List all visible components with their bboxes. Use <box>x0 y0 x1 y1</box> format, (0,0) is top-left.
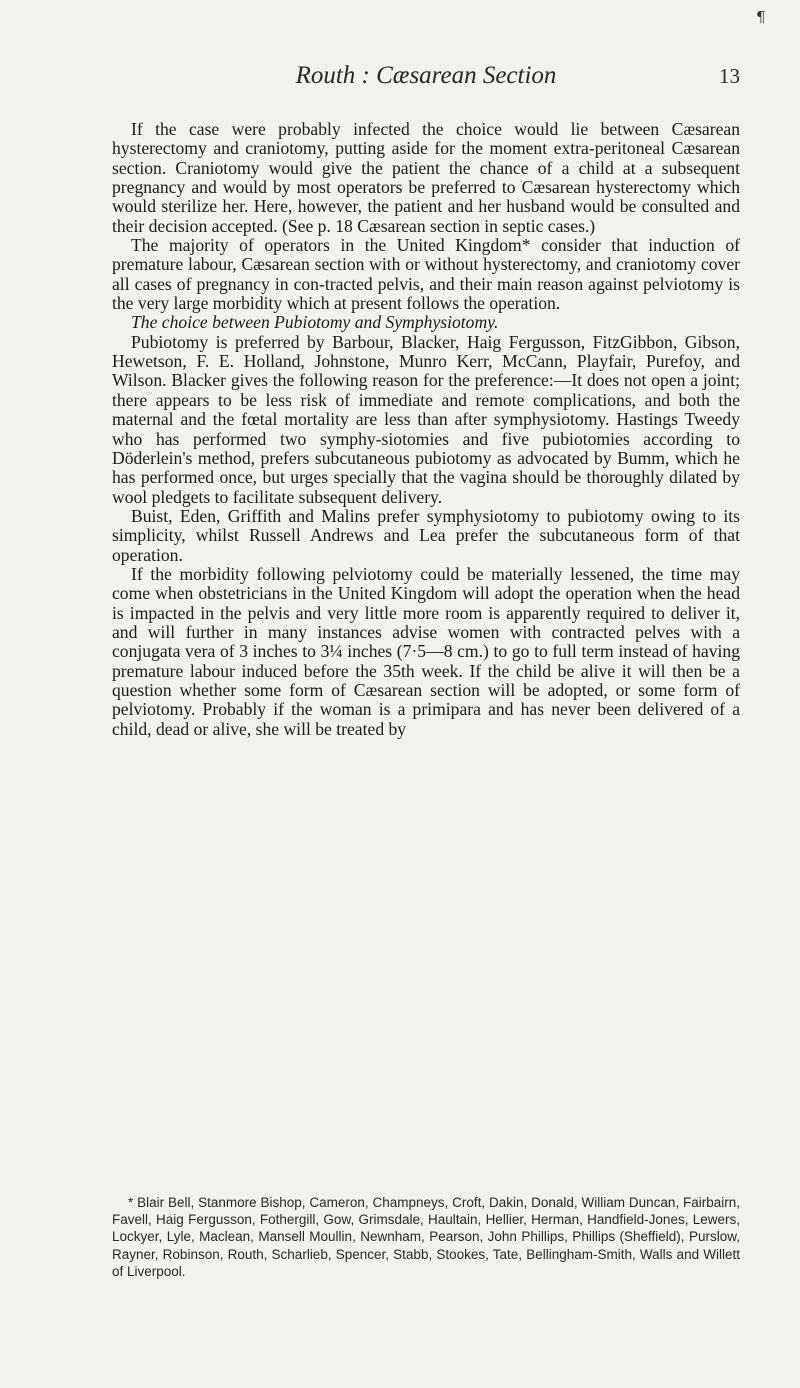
paragraph-uk-operators: The majority of operators in the United Kingdom* consider that induction of premature labour, Cæsarean section with or without hysterectomy, and craniotomy cover all cases of pregnancy in con-tracted pelvis, and their main reason against pelviotomy is the very large morbidity which at present follows the operation. <box>112 235 740 314</box>
body-text <box>112 120 740 739</box>
section-heading: The choice between Pubiotomy and Symphysiotomy. <box>131 312 499 333</box>
corner-mark: ¶ <box>756 8 766 26</box>
page-header <box>112 62 740 94</box>
paragraph-infected-case: If the case were probably infected the choice would lie between Cæsarean hysterectomy and craniotomy, putting aside for the moment extra-peritoneal Cæsarean section. Craniotomy would give the patient the chance of a child at a subsequent pregnancy and would by most operators be preferred to Cæsarean hysterectomy which would sterilize her. Here, however, the patient and her husband would be consulted and their decision accepted. (See p. 18 Cæsarean section in septic cases.) <box>112 119 740 236</box>
running-head: Routh : Cæsarean Section <box>295 62 557 89</box>
footnote <box>112 1194 740 1280</box>
page-number: 13 <box>719 64 740 88</box>
footnote-text: * Blair Bell, Stanmore Bishop, Cameron, Champneys, Croft, Dakin, Donald, William Duncan, Fairbairn, Favell, Haig Fergusson, Fothergill, Gow, Grimsdale, Haultain, Hellier, Herman, Handfield-Jones, Lewers, Lockyer, Lyle, Maclean, Mansell Moullin, Newnham, Pearson, John Phillips, Phillips (Sheffield), Purslow, Rayner, Robinson, Routh, Scharlieb, Spencer, Stabb, Stookes, Tate, Bellingham-Smith, Walls and Willett of Liverpool. <box>112 1195 740 1279</box>
paragraph-morbidity: If the morbidity following pelviotomy could be materially lessened, the time may come when obstetricians in the United Kingdom will adopt the operation when the head is impacted in the pelvis and very little more room is apparently required to deliver it, and will further in many instances advise women with contracted pelves with a conjugata vera of 3 inches to 3¼ inches (7·5—8 cm.) to go to full term instead of having premature labour induced before the 35th week. If the child be alive it will then be a question whether some form of Cæsarean section will be adopted, or some form of pelviotomy. Probably if the woman is a primipara and has never been delivered of a child, dead or alive, she will be treated by <box>112 563 740 739</box>
paragraph-pubiotomy-preference: Pubiotomy is preferred by Barbour, Blacker, Haig Fergusson, FitzGibbon, Gibson, Hewetson, F. E. Holland, Johnstone, Munro Kerr, McCann, Playfair, Purefoy, and Wilson. Blacker gives the following reason for the preference:—It does not open a joint; there appears to be less risk of immediate and remote complications, and both the maternal and the fœtal mortality are less than after symphysiotomy. Hastings Tweedy who has performed two symphy-siotomies and five pubiotomies according to Döderlein's method, prefers subcutaneous pubiotomy as advocated by Bumm, which he has performed once, but urges specially that the vagina should be thoroughly dilated by wool pledgets to facilitate subsequent delivery. <box>112 331 740 507</box>
paragraph-symphysiotomy-preference: Buist, Eden, Griffith and Malins prefer symphysiotomy to pubiotomy owing to its simplicity, whilst Russell Andrews and Lea prefer the subcutaneous form of that operation. <box>112 505 740 565</box>
